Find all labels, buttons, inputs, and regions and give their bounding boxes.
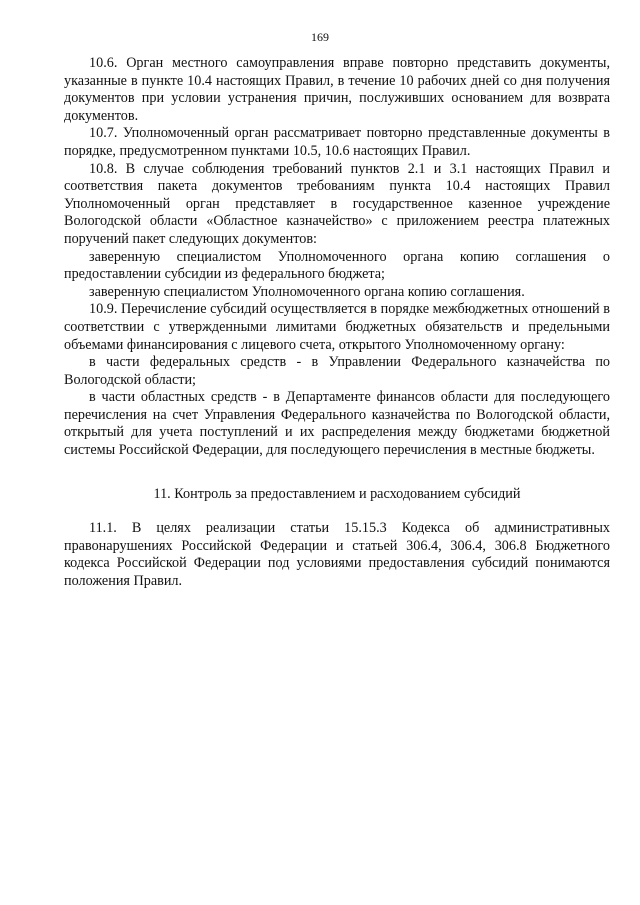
section-11-heading: 11. Контроль за предоставлением и расходованием субсидий bbox=[153, 485, 521, 502]
paragraph-10-8-item-a: заверенную специалистом Уполномоченного органа копию соглашения о предоставлении субсидии из федерального бюджета; bbox=[64, 248, 610, 283]
paragraph-10-6: 10.6. Орган местного самоуправления вправе повторно представить документы, указанные в пункте 10.4 настоящих Правил, в течение 10 рабочих дней со дня получения документов при условии устранения причин, послуживших основанием для возврата документов. bbox=[64, 55, 610, 124]
paragraph-10-9: 10.9. Перечисление субсидий осуществляется в порядке межбюджетных отношений в соответствии с утвержденными лимитами бюджетных обязательств и предельными объемами финансирования с лицевого счета, открытого Уполномоченному органу: bbox=[64, 301, 610, 353]
document-body bbox=[64, 55, 610, 591]
paragraph-10-9-item-a: в части федеральных средств - в Управлении Федерального казначейства по Вологодской области; bbox=[64, 354, 610, 388]
page-number: 169 bbox=[311, 30, 329, 44]
paragraph-11-1: 11.1. В целях реализации статьи 15.15.3 Кодекса об административных правонарушениях Российской Федерации и статьей 306.4, 306.4, 306.8 Бюджетного кодекса Российской Федерации под условиями предоставления субсидий понимаются положения Правил. bbox=[64, 520, 610, 590]
paragraph-10-8: 10.8. В случае соблюдения требований пунктов 2.1 и 3.1 настоящих Правил и соответствия пакета документов требованиям пункта 10.4 настоящих Правил Уполномоченный орган представляет в государственное казенное учреждение Вологодской области «Областное казначейство» с приложением реестра платежных поручений пакет следующих документов: bbox=[64, 160, 610, 247]
paragraph-10-8-item-b: заверенную специалистом Уполномоченного органа копию соглашения. bbox=[89, 283, 525, 300]
paragraph-10-9-item-b: в части областных средств - в Департаменте финансов области для последующего перечисления на счет Управления Федерального казначейства по Вологодской области, открытый для учета поступлений и их распределения между бюджетами бюджетной системы Российской Федерации, для последующего перечисления в местные бюджеты. bbox=[64, 389, 610, 459]
paragraph-10-7: 10.7. Уполномоченный орган рассматривает повторно представленные документы в порядке, предусмотренном пунктами 10.5, 10.6 настоящих Правил. bbox=[64, 125, 610, 159]
